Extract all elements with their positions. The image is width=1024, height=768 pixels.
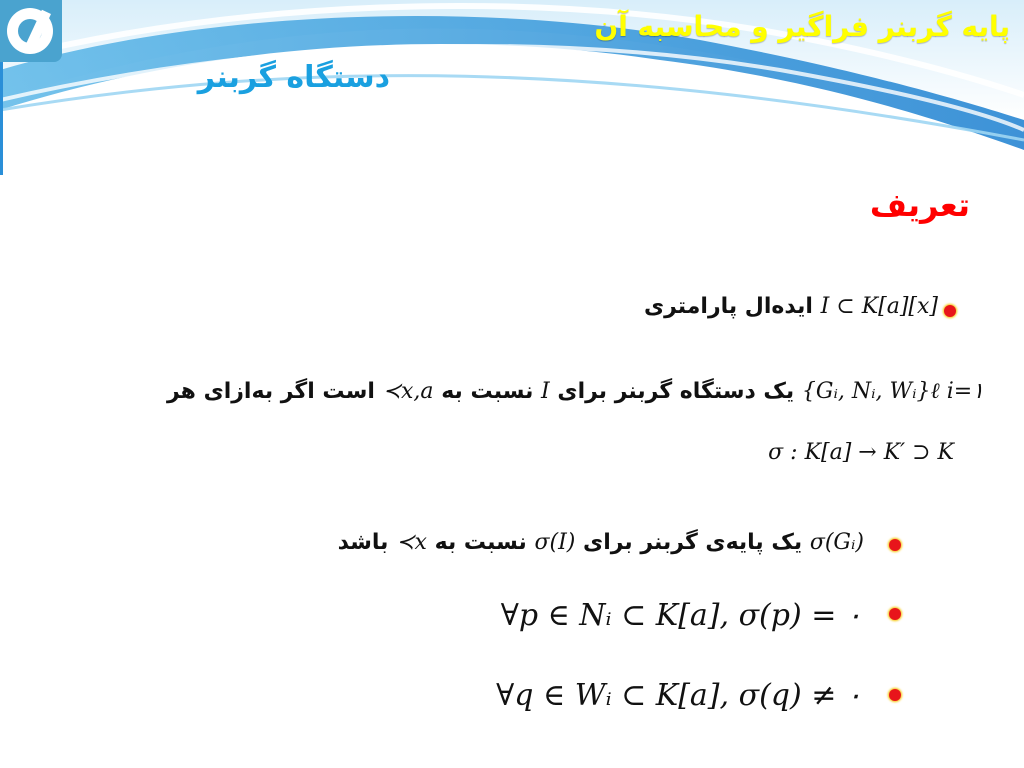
bullet-icon xyxy=(889,539,901,551)
bullet-icon xyxy=(889,608,901,620)
condition-text-c: یک پایه‌ی گربنر برای xyxy=(583,530,803,555)
groebner-system-definition-line xyxy=(167,378,984,404)
slide-subtitle: دستگاه گربنر xyxy=(197,60,390,95)
nonnull-condition-line xyxy=(496,678,862,713)
logo-icon xyxy=(0,0,62,62)
specialization-formula: σ : K[a] → K′ ⊃ K xyxy=(768,440,954,465)
condition-text-a: باشد xyxy=(337,530,389,555)
ideal-formula: I ⊂ K[a][x] xyxy=(820,294,938,319)
definition-text-c: یک دستگاه گربنر برای xyxy=(557,379,795,404)
null-condition-formula: ∀p ∈ Nᵢ ⊂ K[a], σ(p) = ۰ xyxy=(500,598,862,633)
null-condition-line xyxy=(501,598,862,633)
parametric-ideal-line xyxy=(644,294,938,319)
sigma-g-formula: σ(Gᵢ) xyxy=(809,530,864,555)
slide-title: پایه گربنر فراگیر و محاسبه آن xyxy=(594,10,1010,43)
definition-text-b: نسبت به xyxy=(441,379,534,404)
bullet-icon xyxy=(944,305,956,317)
nonnull-condition-formula: ∀q ∈ Wᵢ ⊂ K[a], σ(q) ≠ ۰ xyxy=(496,678,862,713)
system-formula: {Gᵢ, Nᵢ, Wᵢ}ℓ i=۱ xyxy=(801,379,984,404)
ideal-label: ایده‌ال پارامتری xyxy=(643,294,813,319)
bullet-icon xyxy=(889,689,901,701)
groebner-basis-condition-line xyxy=(338,530,864,555)
sigma-i-formula: σ(I) xyxy=(534,530,576,555)
order-symbol: ≺x,a xyxy=(382,379,434,404)
order-x-symbol: ≺x xyxy=(396,530,427,555)
definition-text-a: است اگر به‌ازای هر xyxy=(166,379,375,404)
specialization-line xyxy=(768,440,954,465)
ideal-symbol: I xyxy=(541,379,550,404)
section-heading: تعریف xyxy=(869,186,970,224)
condition-text-b: نسبت به xyxy=(434,530,527,555)
